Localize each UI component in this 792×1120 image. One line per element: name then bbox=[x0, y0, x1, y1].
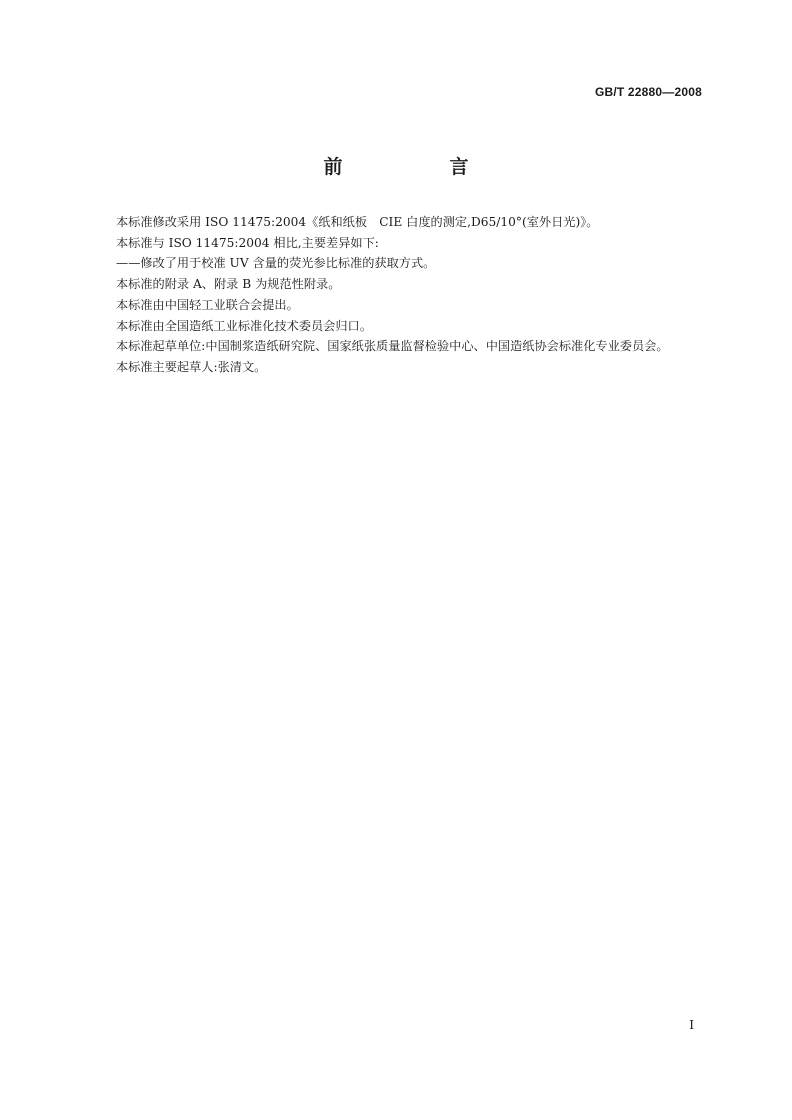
paragraph-committee: 本标准由全国造纸工业标准化技术委员会归口。 bbox=[116, 318, 372, 333]
paragraph-adoption: 本标准修改采用 ISO 11475:2004《纸和纸板 CIE 白度的测定,D65/10°(室外日光)》。 bbox=[116, 215, 599, 229]
standard-code: GB/T 22880—2008 bbox=[594, 85, 702, 99]
paragraph-annexes: 本标准的附录 A、附录 B 为规范性附录。 bbox=[116, 277, 341, 292]
paragraph-drafting-units: 本标准起草单位:中国制浆造纸研究院、国家纸张质量监督检验中心、中国造纸协会标准化专业委员会。 bbox=[116, 339, 669, 354]
paragraph-proposer: 本标准由中国轻工业联合会提出。 bbox=[116, 297, 299, 312]
foreword-body bbox=[90, 212, 702, 378]
paragraph-differences-intro: 本标准与 ISO 11475:2004 相比,主要差异如下: bbox=[116, 235, 379, 250]
paragraph-difference-item: ——修改了用于校准 UV 含量的荧光参比标准的获取方式。 bbox=[116, 256, 436, 271]
page-title: 前 言 bbox=[323, 156, 513, 178]
paragraph-drafters: 本标准主要起草人:张清文。 bbox=[116, 359, 267, 374]
page-number: I bbox=[689, 1018, 694, 1032]
